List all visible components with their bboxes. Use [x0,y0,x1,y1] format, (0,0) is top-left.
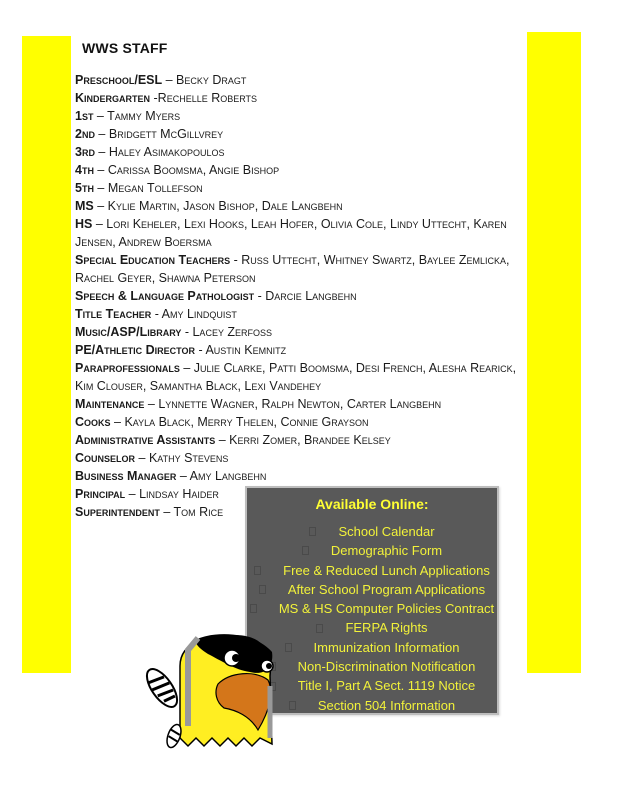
staff-item [75,287,520,305]
staff-item [75,413,520,431]
staff-sep: - [230,253,242,267]
staff-sep: - [150,91,158,105]
staff-role: 2nd [75,127,95,141]
staff-names: Bridgett McGillvrey [108,127,224,141]
staff-role: Business Manager [75,469,177,483]
staff-sep: – [159,505,174,519]
missing-glyph-box-icon [259,585,266,594]
staff-role: Special Education Teachers [75,253,231,267]
staff-sep: – [215,433,230,447]
missing-glyph-box-icon [316,624,323,633]
staff-sep: – [135,451,149,465]
online-item-demographic-form [247,541,497,560]
staff-role: 4th [75,163,94,177]
staff-item [75,323,520,341]
staff-item [75,341,520,359]
online-item-label: Free & Reduced Lunch Applications [283,562,490,578]
missing-glyph-box-icon [285,643,292,652]
staff-sep: – [93,109,108,123]
online-item-label: Non-Discrimination Notification [297,659,476,675]
staff-names: Darcie Langbehn [265,289,357,303]
staff-names: Kayla Black, Merry Thelen, Connie Grayson [124,415,369,429]
staff-role: Cooks [75,415,111,429]
staff-names: Rechelle Roberts [157,91,258,105]
staff-names: Haley Asimakopoulos [108,145,225,159]
available-online-list [247,522,497,715]
online-item-label: After School Program Applications [287,581,486,597]
staff-names: Tom Rice [173,505,224,519]
staff-item [75,197,520,215]
staff-names: Becky Dragt [176,73,247,87]
staff-role: Kindergarten [75,91,151,105]
staff-item [75,125,520,143]
staff-item [75,449,520,467]
staff-names: Amy Langbehn [189,469,267,483]
online-item-label: FERPA Rights [345,620,428,636]
staff-role: Principal [75,487,126,501]
staff-role: Superintendent [75,505,160,519]
staff-names: Lori Keheler, Lexi Hooks, Leah Hofer, Olivia Cole, Lindy Uttecht, Karen Jensen, Andrew Boersma [75,217,507,249]
staff-item [75,161,520,179]
online-item-after-school [247,580,497,599]
staff-sep: – [176,469,190,483]
staff-sep: – [162,73,177,87]
staff-item [75,107,520,125]
staff-role: 3rd [75,145,95,159]
online-item-label: Immunization Information [313,639,460,655]
staff-role: Title Teacher [75,307,152,321]
available-online-box [245,486,499,715]
staff-sep: – [125,487,140,501]
missing-glyph-box-icon [254,566,261,575]
staff-sep: – [179,361,194,375]
staff-list [75,71,520,521]
online-item-label: School Calendar [338,524,435,539]
bird-mascot-icon [140,626,280,756]
staff-role: HS [75,217,93,231]
staff-role: Paraprofessionals [75,361,180,375]
online-item-label: Section 504 Information [317,697,456,713]
staff-item [75,305,520,323]
staff-role: Administrative Assistants [75,433,216,447]
staff-role: Counselor [75,451,136,465]
staff-sep: – [93,181,108,195]
staff-item [75,215,520,251]
staff-sep: - [254,289,266,303]
missing-glyph-box-icon [250,604,257,613]
staff-names: Russ Uttecht, Whitney Swartz, Baylee Zemlicka, Rachel Geyer, Shawna Peterson [75,253,510,285]
online-item-label: Demographic Form [330,543,443,559]
online-item-label: MS & HS Computer Policies Contract [278,601,495,617]
staff-role: 1st [75,109,94,123]
staff-role: MS [75,199,94,213]
staff-item [75,251,520,287]
online-item-label: Title I, Part A Sect. 1119 Notice [297,678,476,694]
staff-sep: - [151,307,162,321]
staff-sep: – [94,127,109,141]
staff-sep: – [110,415,125,429]
staff-sep: – [94,145,109,159]
staff-sep: - [181,325,193,339]
online-item-title-i [247,676,497,695]
online-item-ferpa [247,618,497,637]
staff-item [75,431,520,449]
left-yellow-bar [22,36,71,673]
staff-names: Austin Kemnitz [205,343,287,357]
staff-names: Lynnette Wagner, Ralph Newton, Carter Langbehn [158,397,442,411]
staff-role: Preschool/ESL [75,73,163,87]
staff-names: Julie Clarke, Patti Boomsma, Desi French, Alesha Rearick, Kim Clouser, Samantha Black, Lexi Vandehey [75,361,517,393]
available-online-title: Available Online: [315,496,429,512]
staff-role: Speech & Language Pathologist [75,289,255,303]
missing-glyph-box-icon [309,527,316,536]
staff-role: Music/ASP/Library [75,325,182,339]
staff-names: Lindsay Haider [139,487,219,501]
staff-names: Megan Tollefson [107,181,203,195]
online-item-lunch-applications [247,561,497,580]
staff-sep: – [92,217,107,231]
staff-role: Maintenance [75,397,145,411]
staff-role: 5th [75,181,94,195]
staff-names: Kathy Stevens [148,451,229,465]
staff-sep: – [93,163,108,177]
online-item-immunization [247,638,497,657]
staff-names: Amy Lindquist [161,307,237,321]
missing-glyph-box-icon [289,701,296,710]
right-yellow-bar [527,32,581,673]
staff-role: PE/Athletic Director [75,343,196,357]
staff-item [75,143,520,161]
staff-item [75,89,520,107]
online-item-section-504 [247,696,497,715]
staff-item [75,395,520,413]
staff-names: Lacey Zerfoss [192,325,273,339]
staff-sep: – [144,397,159,411]
missing-glyph-box-icon [302,546,309,555]
staff-item [75,359,520,395]
online-item-computer-policies [247,599,497,618]
staff-names: Kylie Martin, Jason Bishop, Dale Langbehn [107,199,343,213]
staff-item [75,467,520,485]
staff-names: Kerri Zomer, Brandee Kelsey [229,433,391,447]
online-item-school-calendar [247,522,497,541]
staff-heading: WWS STAFF [82,40,168,56]
staff-names: Tammy Myers [107,109,181,123]
staff-sep: – [93,199,108,213]
online-item-non-discrimination [247,657,497,676]
staff-sep: - [195,343,206,357]
staff-item [75,71,520,89]
staff-item [75,179,520,197]
staff-names: Carissa Boomsma, Angie Bishop [107,163,280,177]
